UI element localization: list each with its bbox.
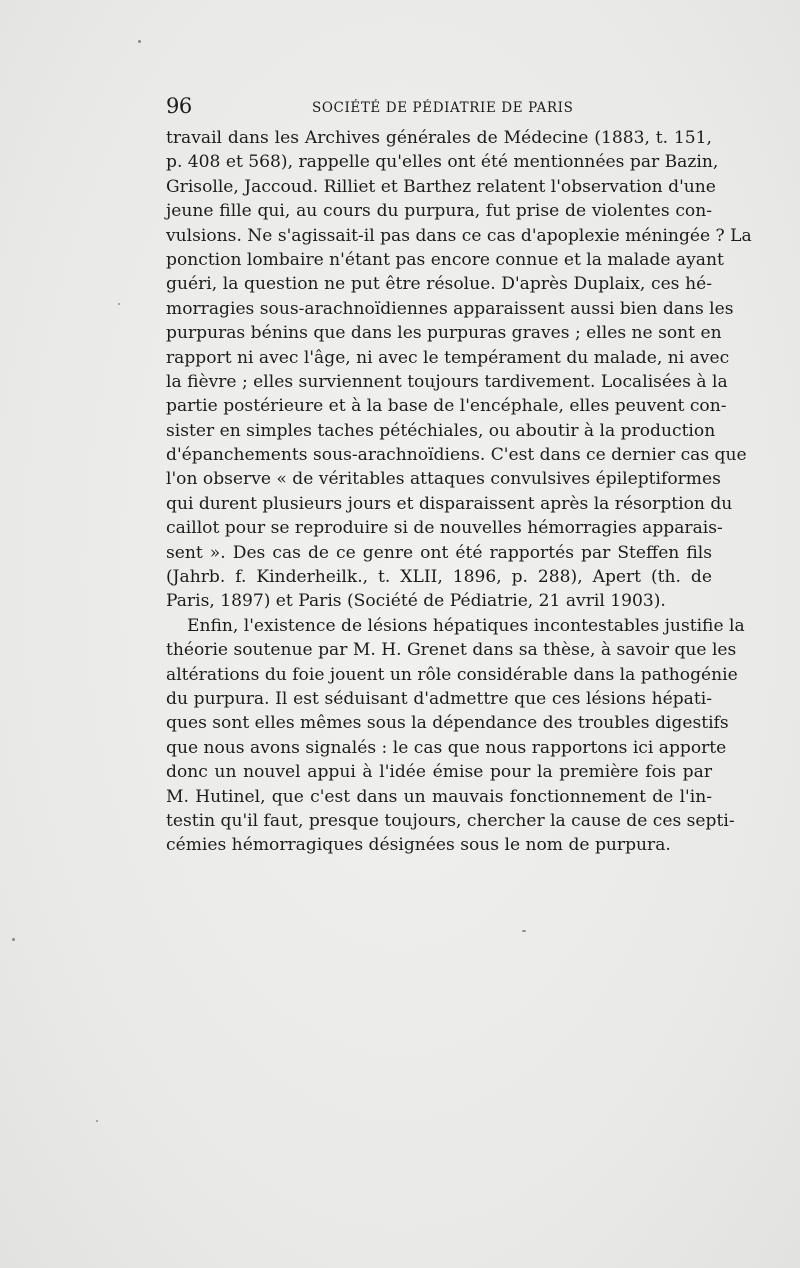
paragraph-end-line: cémies hémorragiques désignées sous le nom de purpura. — [166, 835, 671, 856]
paper-speck — [96, 1120, 98, 1122]
text-line: purpuras bénins que dans les purpuras graves ; elles ne sont en — [166, 323, 722, 344]
page-header — [166, 94, 710, 122]
text-line: sister en simples taches pétéchiales, ou aboutir à la production — [166, 420, 716, 441]
text-line: (Jahrb. f. Kinderheilk., t. XLII, 1896, p. 288), Apert (th. de — [166, 567, 712, 588]
paper-speck — [118, 303, 120, 305]
text-line: caillot pour se reproduire si de nouvelles hémorragies apparais- — [166, 518, 723, 539]
paper-speck — [522, 930, 526, 932]
running-head: SOCIÉTÉ DE PÉDIATRIE DE PARIS — [312, 100, 574, 116]
body-text — [166, 126, 752, 858]
text-line: Grisolle, Jaccoud. Rilliet et Barthez relatent l'observation d'une — [166, 176, 716, 197]
text-line: M. Hutinel, que c'est dans un mauvais fonctionnement de l'in- — [166, 786, 712, 807]
text-line: que nous avons signalés : le cas que nous rapportons ici apporte — [166, 737, 727, 758]
paragraph-start-line: Enfin, l'existence de lésions hépatiques incontestables justifie la — [187, 615, 745, 636]
text-line: qui durent plusieurs jours et disparaissent après la résorption du — [166, 493, 733, 514]
page-number: 96 — [166, 94, 192, 118]
text-line: ques sont elles mêmes sous la dépendance des troubles digestifs — [166, 713, 729, 734]
text-line: testin qu'il faut, presque toujours, chercher la cause de ces septi- — [166, 810, 735, 831]
text-line: morragies sous-arachnoïdiennes apparaissent aussi bien dans les — [166, 298, 734, 319]
text-line: ponction lombaire n'étant pas encore connue et la malade ayant — [166, 249, 724, 270]
text-line: théorie soutenue par M. H. Grenet dans sa thèse, à savoir que les — [166, 640, 737, 661]
paragraph-end-line: Paris, 1897) et Paris (Société de Pédiatrie, 21 avril 1903). — [166, 591, 666, 612]
text-line: donc un nouvel appui à l'idée émise pour la première fois par — [166, 762, 712, 783]
text-line: p. 408 et 568), rappelle qu'elles ont été mentionnées par Bazin, — [166, 152, 719, 173]
text-line: vulsions. Ne s'agissait-il pas dans ce cas d'apoplexie méningée ? La — [166, 225, 752, 246]
text-line: partie postérieure et à la base de l'encéphale, elles peuvent con- — [166, 396, 727, 417]
text-line: rapport ni avec l'âge, ni avec le tempérament du malade, ni avec — [166, 347, 730, 368]
text-line: sent ». Des cas de ce genre ont été rapportés par Steffen fils — [166, 542, 712, 563]
paper-speck — [12, 938, 15, 941]
paper-speck — [138, 40, 141, 43]
text-line: du purpura. Il est séduisant d'admettre que ces lésions hépati- — [166, 688, 712, 709]
text-line: la fièvre ; elles surviennent toujours tardivement. Localisées à la — [166, 371, 728, 392]
text-line: jeune fille qui, au cours du purpura, fut prise de violentes con- — [166, 201, 712, 222]
text-line: l'on observe « de véritables attaques convulsives épileptiformes — [166, 469, 721, 490]
text-line: travail dans les Archives générales de Médecine (1883, t. 151, — [166, 128, 712, 148]
text-line: altérations du foie jouent un rôle considérable dans la pathogénie — [166, 664, 738, 685]
text-line: guéri, la question ne put être résolue. D'après Duplaix, ces hé- — [166, 274, 712, 295]
text-line: d'épanchements sous-arachnoïdiens. C'est dans ce dernier cas que — [166, 445, 747, 466]
